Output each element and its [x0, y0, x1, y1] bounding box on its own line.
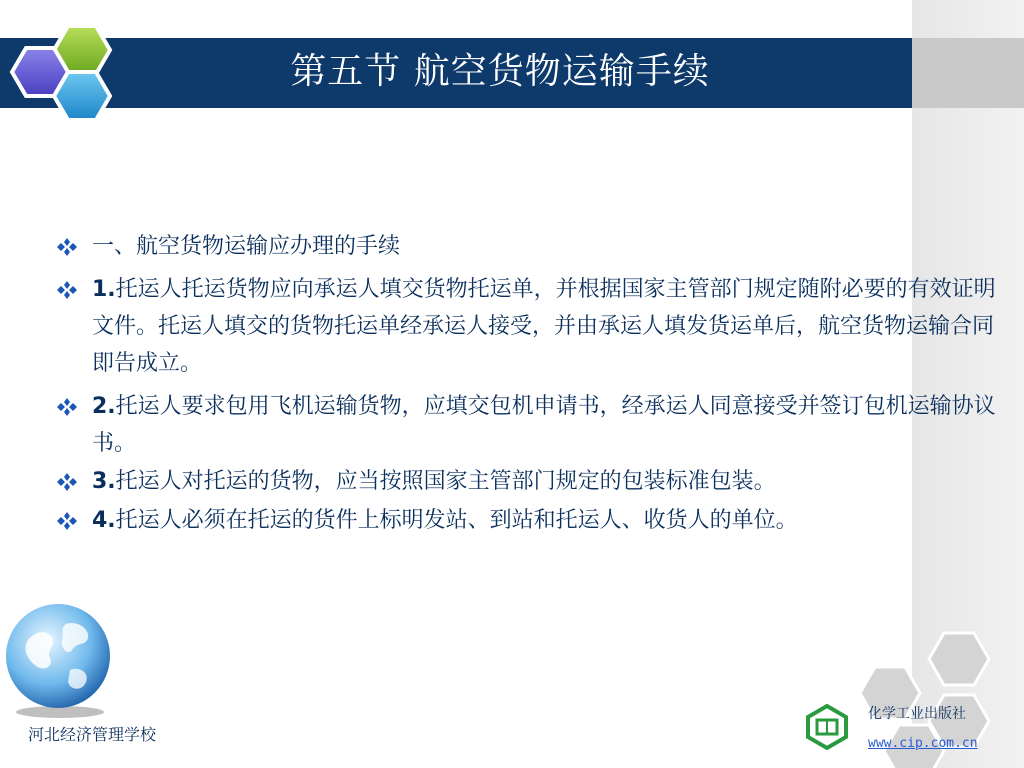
list-item [56, 228, 996, 265]
hexagon-logo-icon [0, 18, 130, 128]
list-item [56, 468, 996, 496]
item-text: 托运人必须在托运的货件上标明发站、到站和托运人、收货人的单位。 [115, 508, 798, 533]
item-text: 托运人要求包用飞机运输货物，应填交包机申请书，经承运人同意接受并签订包机运输协议书。 [92, 394, 996, 456]
item-text: 一、航空货物运输应办理的手续 [92, 234, 401, 259]
item-number: 1. [92, 277, 116, 302]
item-number: 3. [92, 469, 116, 494]
publisher-name: 化学工业出版社 [868, 706, 966, 722]
item-number: 2. [92, 394, 116, 419]
list-item [56, 388, 996, 462]
item-text: 托运人对托运的货物，应当按照国家主管部门规定的包装标准包装。 [115, 469, 776, 494]
school-name: 河北经济管理学校 [28, 725, 157, 744]
globe-icon [0, 600, 120, 720]
list-item [56, 271, 996, 382]
list-item [56, 502, 996, 539]
slide-title: 第五节 航空货物运输手续 [290, 51, 710, 92]
item-number: 4. [92, 508, 116, 533]
header-grey-block [912, 38, 1024, 108]
diamond-bullet-icon [56, 228, 78, 265]
diamond-bullet-icon [56, 502, 78, 539]
item-text: 托运人托运货物应向承运人填交货物托运单，并根据国家主管部门规定随附必要的有效证明文件。托运人填交的货物托运单经承运人接受，并由承运人填发货运单后，航空货物运输合同即告成立。 [92, 277, 996, 376]
cip-logo-icon [804, 704, 850, 750]
diamond-bullet-icon [56, 388, 78, 425]
diamond-bullet-icon [56, 468, 78, 496]
publisher-website-link[interactable]: www.cip.com.cn [868, 736, 978, 751]
diamond-bullet-icon [56, 271, 78, 308]
bullet-list [56, 228, 996, 545]
